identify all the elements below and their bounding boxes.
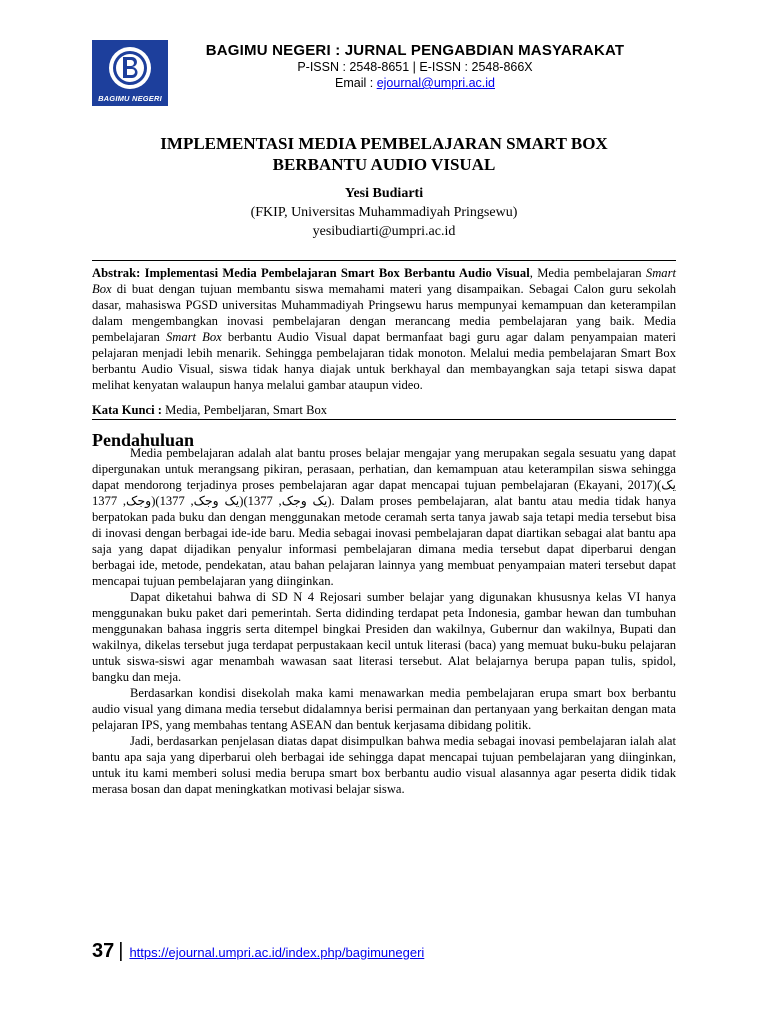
journal-issn: P-ISSN : 2548-8651 | E-ISSN : 2548-866X xyxy=(297,60,533,74)
article-title-line1: IMPLEMENTASI MEDIA PEMBELAJARAN SMART BOX xyxy=(160,134,608,153)
keywords-label: Kata Kunci : xyxy=(92,403,166,417)
abstract-smartbox-term-2: Smart Box xyxy=(165,330,222,344)
logo-text: BAGIMU NEGERI xyxy=(98,94,162,103)
author-email: yesibudiarti@umpri.ac.id xyxy=(312,224,456,239)
journal-email-link[interactable]: ejournal@umpri.ac.id xyxy=(376,76,495,90)
section-heading: Pendahuluan xyxy=(92,430,195,450)
body-paragraph-4: Jadi, berdasarkan penjelasan diatas dapat disimpulkan bahwa media sebagai inovasi pembelajaran ialah alat bantu apa saja yang diperbarui oleh berbagai ide sehingga dapat mencapai tujuan pembelajaran yang diinginkan, untuk itu kami memberi solusi media berupa smart box berbantu audio visual alasannya agar peserta didik tidak merasa bosan dan dapat meningkatkan motivasi belajar siswa. xyxy=(92,734,676,796)
journal-url-link[interactable]: https://ejournal.umpri.ac.id/index.php/bagimunegeri xyxy=(129,945,425,960)
email-label: Email : xyxy=(335,76,377,90)
abstract-part1: , Media pembelajaran xyxy=(529,266,646,280)
author-affiliation: (FKIP, Universitas Muhammadiyah Pringsewu) xyxy=(250,205,518,220)
abstract-part2: di buat dengan tujuan membantu siswa memahami materi yang disampaikan. Sebagai Calon guru sekolah dasar, mahasiswa PGSD universitas Muhammadiyah Pringsewu harus mempunyai kemampuan dan keterampilan dalam mengembangkan inovasi pembelajaran dengan merancang media pembelajaran yang baik. Media pembelajaran xyxy=(92,282,676,344)
body-paragraph-1: Media pembelajaran adalah alat bantu proses belajar mengajar yang merupakan segala sesuatu yang dapat dipergunakan untuk merangsang pikiran, perasaan, perhatian, dan kemampuan atau keterampilan siswa sehingga dapat mendorong terjadinya proses pembelajaran agar dapat mencapai tujuan pembelajaran (Ekayani, 2017)(یک وجک, 1377)(یک وجک, 1377)(یک وجک, 1377). Dalam proses pembelajaran, alat bantu atau media tidak hanya berpatokan pada buku dan dengan menggunakan metode ceramah serta tanya jawab saja tetapi media tersebut bisa di inovasi dengan berbagai ide-ide baru. Media sebagai inovasi pembelajaran dapat diartikan sebagai alat bantu apa saja yang dapat dijadikan penyalur informasi pembelajaran dimana media tersebut dapat diperbarui dengan berbagai ide, metode, pendekatan, atau bahan pelajaran lainnya yang membuat penyampaian materi tersebut dapat mencapai tujuan pembelajaran yang diinginkan. xyxy=(92,446,676,588)
abstract-label: Abstrak: Implementasi Media Pembelajaran Smart Box Berbantu Audio Visual xyxy=(92,266,530,280)
journal-logo xyxy=(92,40,168,106)
author-name: Yesi Budiarti xyxy=(344,186,424,201)
abstract-smartbox-term: Smart Box xyxy=(92,266,676,296)
body-paragraph-2: Dapat diketahui bahwa di SD N 4 Rejosari sumber belajar yang digunakan khususnya kelas VI hanya menggunakan buku paket dari pemerintah. Serta didinding terdapat peta Indonesia, gambar hewan dan tumbuhan menggunakan bahasa inggris serta ditempel bingkai Presiden dan wakilnya, Gubernur dan wakilnya, Bupati dan wakilnya, dikelas tersebut juga terdapat perpustakaan kecil untuk literasi (baca) yang memuat buku-buku pelajaran untuk siswa-siswi agar menambah wawasan saat literasi tersebut. Alat belajarnya berupa papan tulis, spidol, bangku dan meja. xyxy=(92,590,676,684)
article-title xyxy=(92,133,676,175)
footer-separator: | xyxy=(118,940,124,962)
journal-title: BAGIMU NEGERI : JURNAL PENGABDIAN MASYARAKAT xyxy=(205,42,625,59)
abstract-part3: berbantu Audio Visual dapat bermanfaat bagi guru agar dalam penyampaian materi pelajaran menjadi lebih menarik. Sehingga pembelajaran tidak monoton. Melalui media pembelajaran Smart Box berbantu Audio Visual, siswa tidak hanya diajak untuk berkhayal dan membayangkan saja tetapi siswa dapat melihat kenyatan walaupun hanya melalui gambar ataupun video. xyxy=(92,330,676,392)
keywords-line xyxy=(92,402,676,418)
journal-email-line xyxy=(180,76,650,90)
body-text xyxy=(92,445,676,797)
keywords-values: Media, Pembeljaran, Smart Box xyxy=(165,403,328,417)
page-number: 37 xyxy=(92,940,115,962)
abstract-text xyxy=(92,265,676,393)
article-title-line2: BERBANTU AUDIO VISUAL xyxy=(272,155,496,174)
page-footer xyxy=(92,940,424,963)
body-paragraph-3: Berdasarkan kondisi disekolah maka kami menawarkan media pembelajaran erupa smart box berbantu audio visual yang dimana media tersebut didalamnya berisi permainan dan pertanyaan yang berkaitan dengan mata pelajaran IPS, yang membahas tentang ASEAN dan bentuk kerjasama dibidang politik. xyxy=(92,686,676,732)
